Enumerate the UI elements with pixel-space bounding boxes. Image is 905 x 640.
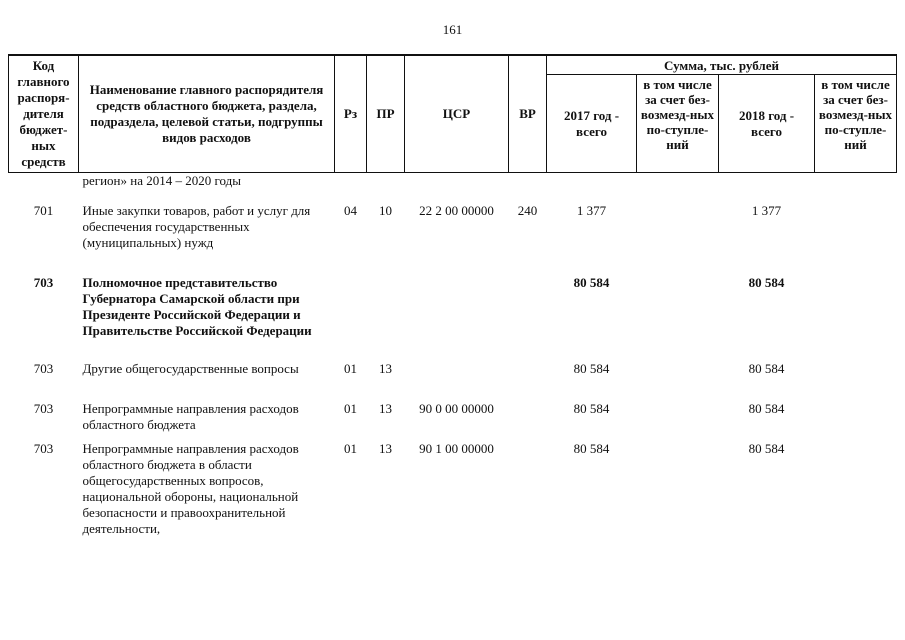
cell-2018-total: 80 584 xyxy=(748,275,785,290)
cell-rz xyxy=(335,275,367,361)
cell-2017-incl xyxy=(637,441,719,541)
cell-vr xyxy=(509,441,547,541)
cell-pr xyxy=(367,173,405,196)
header-2017-total: 2017 год - всего xyxy=(547,75,637,173)
cell-name: Иные закупки товаров, работ и услуг для обеспечения государственных (муниципальных) нужд xyxy=(82,203,311,250)
table-header xyxy=(9,55,897,173)
cell-csr: 90 0 00 00000 xyxy=(419,401,494,416)
table-body xyxy=(9,173,897,542)
cell-2017-incl xyxy=(637,173,719,196)
header-name: Наименование главного распорядителя средств областного бюджета, раздела, подраздела, целевой статьи, подгруппы видов расходов xyxy=(79,55,335,173)
header-2018-incl: в том числе за счет без-возмезд-ных по-ступле-ний xyxy=(815,75,897,173)
cell-name: регион» на 2014 – 2020 годы xyxy=(82,173,241,188)
cell-2018-total xyxy=(719,173,815,196)
page-number: 161 xyxy=(442,22,463,37)
cell-code: 703 xyxy=(33,361,54,376)
cell-2018-incl xyxy=(815,401,897,441)
cell-vr xyxy=(509,401,547,441)
cell-2018-total: 80 584 xyxy=(748,361,785,376)
table-row xyxy=(9,173,897,196)
budget-table xyxy=(8,54,897,541)
cell-rz: 04 xyxy=(344,203,357,218)
cell-rz: 01 xyxy=(344,361,357,376)
cell-2018-incl xyxy=(815,195,897,275)
cell-rz xyxy=(335,173,367,196)
table-row xyxy=(9,401,897,441)
cell-2018-total: 80 584 xyxy=(748,441,785,456)
cell-2017-incl xyxy=(637,361,719,401)
cell-name: Полномочное представительство Губернатора Самарской области при Президенте Российской Федерации и Правительстве Российской Федерации xyxy=(82,275,312,338)
cell-2017-total: 80 584 xyxy=(573,361,610,376)
table-row xyxy=(9,275,897,361)
header-2018-total: 2018 год - всего xyxy=(719,75,815,173)
cell-2018-incl xyxy=(815,275,897,361)
cell-pr: 13 xyxy=(379,441,392,456)
cell-2017-total: 80 584 xyxy=(573,441,610,456)
cell-vr xyxy=(509,173,547,196)
cell-pr xyxy=(367,275,405,361)
header-pr: ПР xyxy=(367,55,405,173)
cell-2018-total: 80 584 xyxy=(748,401,785,416)
cell-pr: 10 xyxy=(379,203,392,218)
cell-2017-total: 1 377 xyxy=(576,203,607,218)
cell-2018-incl xyxy=(815,173,897,196)
cell-pr: 13 xyxy=(379,361,392,376)
cell-csr xyxy=(405,173,509,196)
cell-code: 703 xyxy=(33,441,54,456)
cell-2018-incl xyxy=(815,441,897,541)
cell-2017-total: 80 584 xyxy=(573,401,610,416)
cell-csr: 90 1 00 00000 xyxy=(419,441,494,456)
table-row xyxy=(9,361,897,401)
cell-csr: 22 2 00 00000 xyxy=(419,203,494,218)
cell-2017-incl xyxy=(637,275,719,361)
cell-2017-total xyxy=(547,173,637,196)
cell-vr: 240 xyxy=(517,203,538,218)
cell-code: 703 xyxy=(33,275,54,290)
cell-code: 703 xyxy=(33,401,54,416)
cell-code: 701 xyxy=(33,203,54,218)
cell-rz: 01 xyxy=(344,401,357,416)
cell-name: Непрограммные направления расходов областного бюджета в области общегосударственных вопросов, национальной обороны, национальной безопасности и правоохранительной деятельности, xyxy=(82,441,299,536)
cell-vr xyxy=(509,275,547,361)
cell-name: Другие общегосударственные вопросы xyxy=(82,361,299,376)
cell-code xyxy=(9,173,79,196)
table-row xyxy=(9,195,897,275)
header-sum-title: Сумма, тыс. рублей xyxy=(547,55,897,75)
cell-2017-incl xyxy=(637,195,719,275)
cell-2018-total: 1 377 xyxy=(751,203,782,218)
cell-2018-incl xyxy=(815,361,897,401)
cell-rz: 01 xyxy=(344,441,357,456)
cell-vr xyxy=(509,361,547,401)
header-vr: ВР xyxy=(509,55,547,173)
cell-name: Непрограммные направления расходов областного бюджета xyxy=(82,401,299,432)
header-2017-incl: в том числе за счет без-возмезд-ных по-ступле-ний xyxy=(637,75,719,173)
cell-2017-incl xyxy=(637,401,719,441)
header-code: Код главного распоря-дителя бюджет-ных средств xyxy=(9,55,79,173)
cell-csr xyxy=(405,275,509,361)
cell-pr: 13 xyxy=(379,401,392,416)
cell-2017-total: 80 584 xyxy=(573,275,610,290)
header-rz: Рз xyxy=(335,55,367,173)
header-csr: ЦСР xyxy=(405,55,509,173)
table-row xyxy=(9,441,897,541)
cell-csr xyxy=(405,361,509,401)
